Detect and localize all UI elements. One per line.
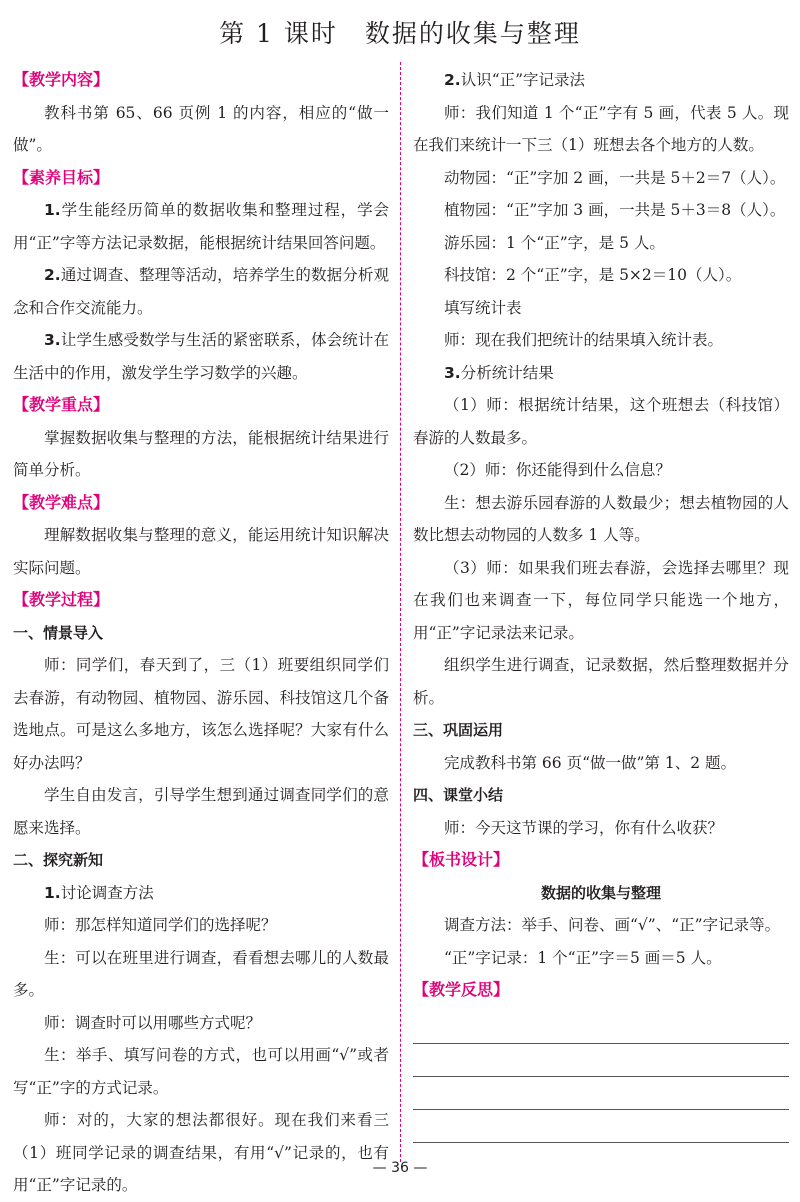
analysis-paragraph-4: （3）师：如果我们班去春游，会选择去哪里？现在我们也来调查一下，每位同学只能选一个地方，用“正”字记录法来记录。 bbox=[413, 558, 789, 642]
intro-paragraph-2: 学生自由发言，引导学生想到通过调查同学们的意愿来选择。 bbox=[13, 786, 389, 837]
reflection-line bbox=[413, 1110, 789, 1143]
reflection-line bbox=[413, 1077, 789, 1110]
tally-paragraph-1: 师：我们知道 1 个“正”字有 5 画，代表 5 人。现在我们来统计一下三（1）班想去各个地方的人数。 bbox=[413, 103, 789, 154]
board-line-2: “正”字记录：1 个“正”字＝5 画＝5 人。 bbox=[444, 948, 722, 967]
section-tag-content: 【教学内容】 bbox=[13, 70, 110, 89]
tally-science-museum: 科技馆：2 个“正”字，是 5×2＝10（人）。 bbox=[444, 266, 742, 284]
section-tag-difficulties: 【教学难点】 bbox=[13, 492, 110, 512]
reflection-line bbox=[413, 1011, 789, 1044]
section-tag-board-design: 【板书设计】 bbox=[413, 850, 510, 869]
fill-table-paragraph: 师：现在我们把统计的结果填入统计表。 bbox=[444, 331, 724, 349]
tally-zoo: 动物园：“正”字加 2 画，一共是 5＋2＝7（人）。 bbox=[444, 168, 786, 187]
content-text: 教科书第 65、66 页例 1 的内容，相应的“做一做”。 bbox=[13, 103, 389, 154]
tally-botanical-garden: 植物园：“正”字加 3 画，一共是 5＋3＝8（人）。 bbox=[444, 201, 786, 219]
analysis-paragraph-1: （1）师：根据统计结果，这个班想去（科技馆）春游的人数最多。 bbox=[413, 396, 789, 447]
explore-subheading-1-number: 1. bbox=[44, 883, 61, 902]
reflection-lines bbox=[413, 1011, 789, 1143]
section-tag-process: 【教学过程】 bbox=[13, 590, 110, 609]
key-points-text: 掌握数据收集与整理的方法，能根据统计结果进行简单分析。 bbox=[13, 428, 389, 479]
explore-paragraph-2: 生：可以在班里进行调查，看看想去哪儿的人数最多。 bbox=[13, 948, 389, 999]
heading-summary: 四、课堂小结 bbox=[413, 786, 504, 804]
goal-3-text: 让学生感受数学与生活的紧密联系，体会统计在生活中的作用，激发学生学习数学的兴趣。 bbox=[13, 331, 389, 382]
right-column bbox=[413, 64, 789, 1143]
practice-paragraph: 完成教科书第 66 页“做一做”第 1、2 题。 bbox=[444, 753, 737, 772]
goal-3 bbox=[13, 324, 389, 389]
goal-1 bbox=[13, 194, 389, 259]
explore-subheading-2-text: 认识“正”字记录法 bbox=[460, 71, 586, 89]
analysis-paragraph-2: （2）师：你还能得到什么信息？ bbox=[444, 461, 671, 479]
explore-subheading-2 bbox=[413, 64, 789, 97]
left-column bbox=[13, 64, 389, 1202]
explore-subheading-3-number: 3. bbox=[444, 363, 461, 382]
explore-subheading-1 bbox=[13, 877, 389, 910]
explore-subheading-2-number: 2. bbox=[444, 71, 461, 89]
explore-paragraph-3: 师：调查时可以用哪些方式呢？ bbox=[44, 1013, 262, 1032]
explore-paragraph-5: 师：对的，大家的想法都很好。现在我们来看三（1）班同学记录的调查结果，有用“√”记录的，也有用“正”字记录的。 bbox=[13, 1111, 389, 1194]
explore-paragraph-4: 生：举手、填写问卷的方式，也可以用画“√”或者写“正”字的方式记录。 bbox=[13, 1046, 389, 1097]
tally-amusement-park: 游乐园：1 个“正”字，是 5 人。 bbox=[444, 233, 665, 252]
goal-2 bbox=[13, 259, 389, 324]
reflection-line bbox=[413, 1044, 789, 1077]
explore-subheading-3-text: 分析统计结果 bbox=[460, 363, 554, 382]
board-title: 数据的收集与整理 bbox=[540, 883, 661, 902]
goal-1-number: 1. bbox=[44, 201, 61, 219]
explore-subheading-3 bbox=[413, 357, 789, 390]
section-tag-key-points: 【教学重点】 bbox=[13, 395, 110, 414]
explore-subheading-1-text: 讨论调查方法 bbox=[60, 883, 154, 902]
heading-explore: 二、探究新知 bbox=[13, 851, 104, 869]
intro-paragraph-1: 师：同学们，春天到了，三（1）班要组织同学们去春游，有动物园、植物园、游乐园、科技馆这几个备选地点。可是这么多地方，该怎么选择呢？大家有什么好办法吗？ bbox=[13, 656, 389, 772]
fill-table-label: 填写统计表 bbox=[444, 298, 522, 317]
heading-practice: 三、巩固运用 bbox=[413, 721, 504, 739]
difficulties-text: 理解数据收集与整理的意义，能运用统计知识解决实际问题。 bbox=[13, 526, 389, 577]
goal-1-text: 学生能经历简单的数据收集和整理过程，学会用“正”字等方法记录数据，能根据统计结果回答问题。 bbox=[13, 201, 389, 252]
section-tag-reflection: 【教学反思】 bbox=[413, 980, 510, 999]
goal-2-text: 通过调查、整理等活动，培养学生的数据分析观念和合作交流能力。 bbox=[13, 266, 389, 317]
board-line-1: 调查方法：举手、问卷、画“√”、“正”字记录等。 bbox=[444, 916, 781, 934]
column-divider bbox=[400, 62, 401, 1162]
goal-3-number: 3. bbox=[44, 331, 61, 349]
heading-situation-intro: 一、情景导入 bbox=[13, 623, 104, 642]
section-tag-goals: 【素养目标】 bbox=[13, 167, 110, 187]
summary-paragraph: 师：今天这节课的学习，你有什么收获？ bbox=[444, 818, 724, 837]
analysis-paragraph-5: 组织学生进行调查，记录数据，然后整理数据并分析。 bbox=[413, 656, 789, 707]
page-title: 第 1 课时 数据的收集与整理 bbox=[219, 19, 581, 48]
page-number: — 36 — bbox=[372, 1160, 428, 1176]
analysis-paragraph-3: 生：想去游乐园春游的人数最少；想去植物园的人数比想去动物园的人数多 1 人等。 bbox=[413, 493, 789, 544]
goal-2-number: 2. bbox=[44, 266, 61, 284]
explore-paragraph-1: 师：那怎样知道同学们的选择呢？ bbox=[44, 916, 277, 934]
